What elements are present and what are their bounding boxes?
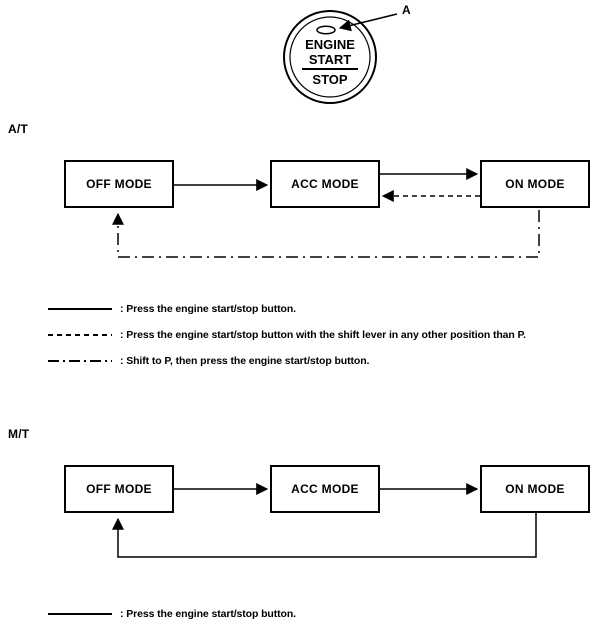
- button-label-line2: START: [302, 52, 358, 70]
- indicator-slot-icon: [317, 26, 335, 34]
- legend-text: : Shift to P, then press the engine start/stop button.: [120, 355, 370, 367]
- legend-text: : Press the engine start/stop button with the shift lever in any other position than P.: [120, 329, 526, 341]
- at-legend-row-dashed: [48, 328, 526, 342]
- legend-text: : Press the engine start/stop button.: [120, 608, 296, 620]
- mt-off-mode-box: OFF MODE: [64, 465, 174, 513]
- solid-line-sample: [48, 308, 112, 310]
- callout-label: A: [402, 3, 411, 17]
- dashdot-line-sample: [48, 360, 112, 362]
- solid-line-sample: [48, 613, 112, 615]
- at-legend-row-dashdot: [48, 354, 369, 368]
- dashed-line-sample: [48, 334, 112, 336]
- mt-legend-row-solid: [48, 607, 296, 621]
- mt-section-label: M/T: [8, 427, 30, 441]
- mt-arrow-on-to-off-loop: [118, 513, 536, 557]
- button-label-line3: STOP: [312, 72, 348, 87]
- at-section-label: A/T: [8, 122, 28, 136]
- at-legend-row-solid: [48, 302, 296, 316]
- at-on-mode-box: ON MODE: [480, 160, 590, 208]
- at-off-mode-box: OFF MODE: [64, 160, 174, 208]
- mt-on-mode-box: ON MODE: [480, 465, 590, 513]
- legend-text: : Press the engine start/stop button.: [120, 303, 296, 315]
- at-arrow-on-to-off-dashdot: [118, 210, 539, 257]
- start-stop-button-label: [288, 37, 372, 87]
- button-label-line1: ENGINE: [305, 37, 355, 52]
- mt-acc-mode-box: ACC MODE: [270, 465, 380, 513]
- at-acc-mode-box: ACC MODE: [270, 160, 380, 208]
